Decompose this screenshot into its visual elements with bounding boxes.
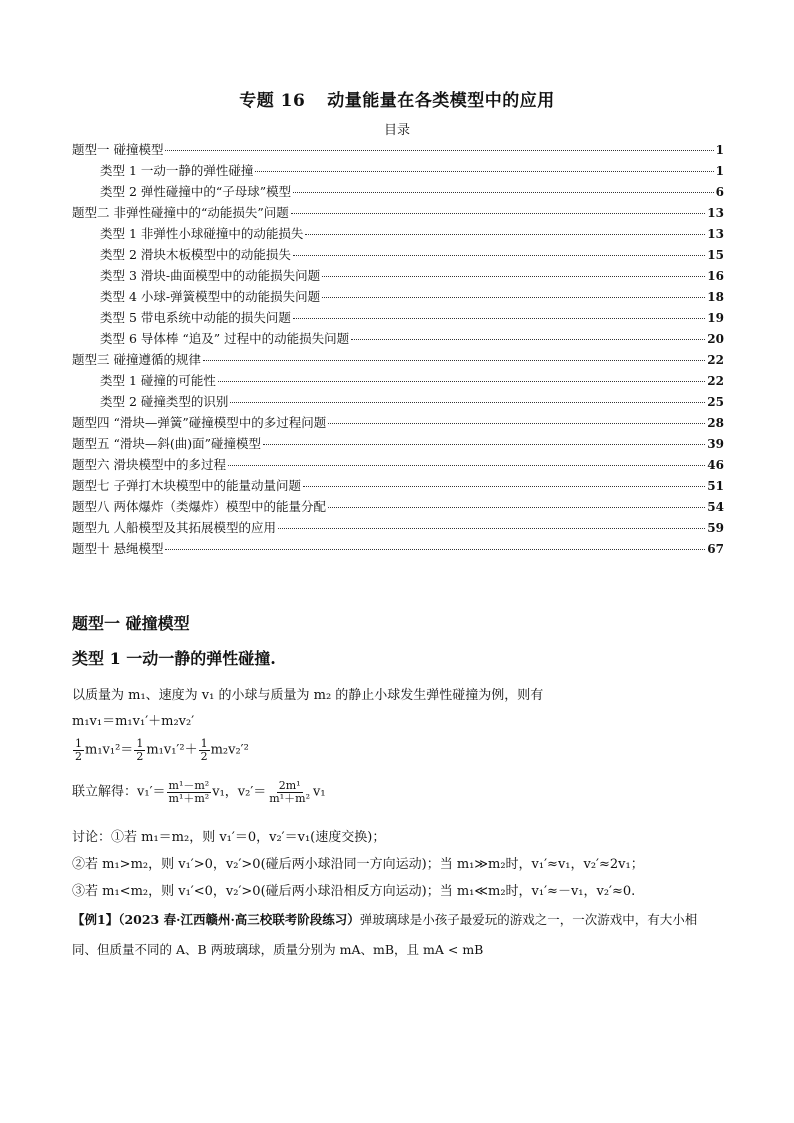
toc-entry-label: 题型七 子弹打木块模型中的能量动量问题 [72, 478, 301, 493]
toc-entry-label: 类型 1 非弹性小球碰撞中的动能损失 [100, 226, 304, 241]
toc-entry-label: 题型三 碰撞遵循的规律 [72, 352, 201, 367]
toc-entry-page: 1 [715, 164, 724, 178]
toc-entry[interactable] [72, 350, 724, 371]
toc-entry-label: 题型八 两体爆炸（类爆炸）模型中的能量分配 [72, 499, 326, 514]
title-number: 专题 16 [239, 91, 306, 111]
toc-leader-dots [293, 255, 705, 256]
section-heading: 题型一 碰撞模型 [72, 614, 190, 633]
toc-entry-page: 25 [707, 395, 724, 409]
table-of-contents [72, 140, 724, 560]
title-text: 动量能量在各类模型中的应用 [327, 91, 555, 111]
toc-entry-label: 题型十 悬绳模型 [72, 541, 164, 556]
toc-entry-page: 19 [707, 311, 724, 325]
toc-entry[interactable] [72, 539, 724, 560]
toc-entry-label: 题型五 “滑块—斜(曲)面”碰撞模型 [72, 436, 262, 451]
toc-entry-label: 题型六 滑块模型中的多过程 [72, 457, 226, 472]
discussion-2: ②若 m₁>m₂，则 v₁′>0，v₂′>0(碰后两小球沿同一方向运动)；当 m₁≫m₂时，v₁′≈v₁，v₂′≈2v₁； [72, 857, 644, 872]
toc-entry-page: 16 [707, 269, 724, 283]
toc-entry[interactable] [72, 434, 724, 455]
toc-entry[interactable] [72, 476, 724, 497]
momentum-equation: m₁v₁＝m₁v₁′＋m₂v₂′ [72, 714, 195, 729]
toc-entry-page: 22 [707, 353, 724, 367]
toc-entry-label: 题型一 碰撞模型 [72, 142, 164, 157]
toc-entry[interactable] [72, 497, 724, 518]
toc-entry-page: 6 [715, 185, 724, 199]
solution-equation: 联立解得：v₁′＝ $\frac{\text{m¹－m²}}{\text{m¹＋m²}}$ v₁，v₂′＝ $\frac{\text{2m¹}}{\text{m¹＋m²}}$ v₁ [72, 779, 326, 805]
discussion-1: 讨论：①若 m₁＝m₂，则 v₁′＝0，v₂′＝v₁(速度交换)； [72, 830, 386, 845]
toc-entry-page: 59 [707, 521, 724, 535]
fraction: $\frac{\text{m¹－m²}}{\text{m¹＋m²}}$ [168, 779, 210, 805]
toc-entry[interactable] [72, 329, 724, 350]
toc-leader-dots [303, 486, 705, 487]
toc-entry-label: 类型 1 一动一静的弹性碰撞 [100, 163, 254, 178]
toc-leader-dots [328, 507, 705, 508]
toc-leader-dots [263, 444, 705, 445]
toc-leader-dots [165, 150, 713, 151]
toc-entry-page: 13 [707, 206, 724, 220]
toc-leader-dots [305, 234, 705, 235]
subsection-heading: 类型 1 一动一静的弹性碰撞. [72, 649, 276, 668]
intro-text: 以质量为 m₁、速度为 v₁ 的小球与质量为 m₂ 的静止小球发生弹性碰撞为例，则有 [72, 688, 544, 703]
toc-entry[interactable] [72, 266, 724, 287]
toc-entry[interactable] [72, 392, 724, 413]
toc-entry-label: 类型 5 带电系统中动能的损失问题 [100, 310, 291, 325]
toc-entry-page: 67 [707, 542, 724, 556]
toc-leader-dots [322, 297, 705, 298]
toc-entry[interactable] [72, 245, 724, 266]
toc-entry-label: 题型九 人船模型及其拓展模型的应用 [72, 520, 276, 535]
toc-entry-page: 20 [707, 332, 724, 346]
toc-entry-page: 13 [707, 227, 724, 241]
toc-entry-page: 54 [707, 500, 724, 514]
toc-entry-label: 类型 2 弹性碰撞中的“子母球”模型 [100, 184, 292, 199]
toc-entry[interactable] [72, 518, 724, 539]
toc-entry[interactable] [72, 182, 724, 203]
fraction: $\frac{1}{2}$ [75, 737, 82, 763]
toc-heading: 目录 [383, 123, 410, 138]
toc-entry[interactable] [72, 413, 724, 434]
fraction: $\frac{1}{2}$ [200, 737, 208, 763]
toc-entry-label: 类型 4 小球-弹簧模型中的动能损失问题 [100, 289, 321, 304]
example-text: 弹玻璃球是小孩子最爱玩的游戏之一，一次游戏中，有大小相同、但质量不同的 A、B 两玻璃球，质量分别为 mA、mB，且 mA < mB [72, 912, 698, 957]
toc-entry-page: 18 [707, 290, 724, 304]
toc-entry-label: 类型 6 导体棒 “追及” 过程中的动能损失问题 [100, 331, 350, 346]
toc-entry-label: 类型 2 碰撞类型的识别 [100, 394, 229, 409]
toc-entry-page: 28 [707, 416, 724, 430]
fraction: $\frac{\text{2m¹}}{\text{m¹＋m²}}$ [269, 779, 310, 805]
toc-leader-dots [255, 171, 713, 172]
toc-leader-dots [322, 276, 705, 277]
toc-entry-page: 39 [707, 437, 724, 451]
toc-entry[interactable] [72, 308, 724, 329]
toc-entry-label: 题型四 “滑块—弹簧”碰撞模型中的多过程问题 [72, 415, 327, 430]
toc-leader-dots [278, 528, 705, 529]
toc-entry-page: 22 [707, 374, 724, 388]
toc-entry-label: 类型 2 滑块木板模型中的动能损失 [100, 247, 291, 262]
page-title [0, 86, 794, 111]
toc-entry-page: 46 [707, 458, 724, 472]
toc-entry-page: 1 [715, 143, 724, 157]
energy-equation: $\frac{1}{2}$ m₁v₁²＝ $\frac{1}{2}$ m₁v₁′²＋ $\frac{1}{2}$ m₂v₂′² [75, 737, 249, 763]
discussion-3: ③若 m₁<m₂，则 v₁′<0，v₂′>0(碰后两小球沿相反方向运动)；当 m₁≪m₂时，v₁′≈－v₁，v₂′≈0. [72, 884, 636, 899]
fraction: $\frac{1}{2}$ [136, 737, 144, 763]
toc-entry[interactable] [72, 140, 724, 161]
toc-leader-dots [230, 402, 705, 403]
toc-entry-page: 15 [707, 248, 724, 262]
toc-leader-dots [203, 360, 705, 361]
toc-entry[interactable] [72, 371, 724, 392]
toc-leader-dots [293, 318, 705, 319]
toc-leader-dots [228, 465, 705, 466]
toc-entry-label: 题型二 非弹性碰撞中的“动能损失”问题 [72, 205, 289, 220]
toc-entry-page: 51 [707, 479, 724, 493]
toc-entry[interactable] [72, 224, 724, 245]
toc-entry[interactable] [72, 455, 724, 476]
toc-leader-dots [218, 381, 705, 382]
toc-leader-dots [351, 339, 705, 340]
toc-leader-dots [165, 549, 705, 550]
toc-leader-dots [291, 213, 706, 214]
toc-entry[interactable] [72, 203, 724, 224]
example-tag: 【例1】（2023 春·江西赣州·高三校联考阶段练习） [72, 912, 360, 927]
toc-leader-dots [293, 192, 713, 193]
toc-leader-dots [328, 423, 705, 424]
toc-entry[interactable] [72, 161, 724, 182]
toc-entry-label: 类型 3 滑块-曲面模型中的动能损失问题 [100, 268, 321, 283]
toc-entry-label: 类型 1 碰撞的可能性 [100, 373, 216, 388]
toc-entry[interactable] [72, 287, 724, 308]
example-1 [72, 905, 722, 965]
